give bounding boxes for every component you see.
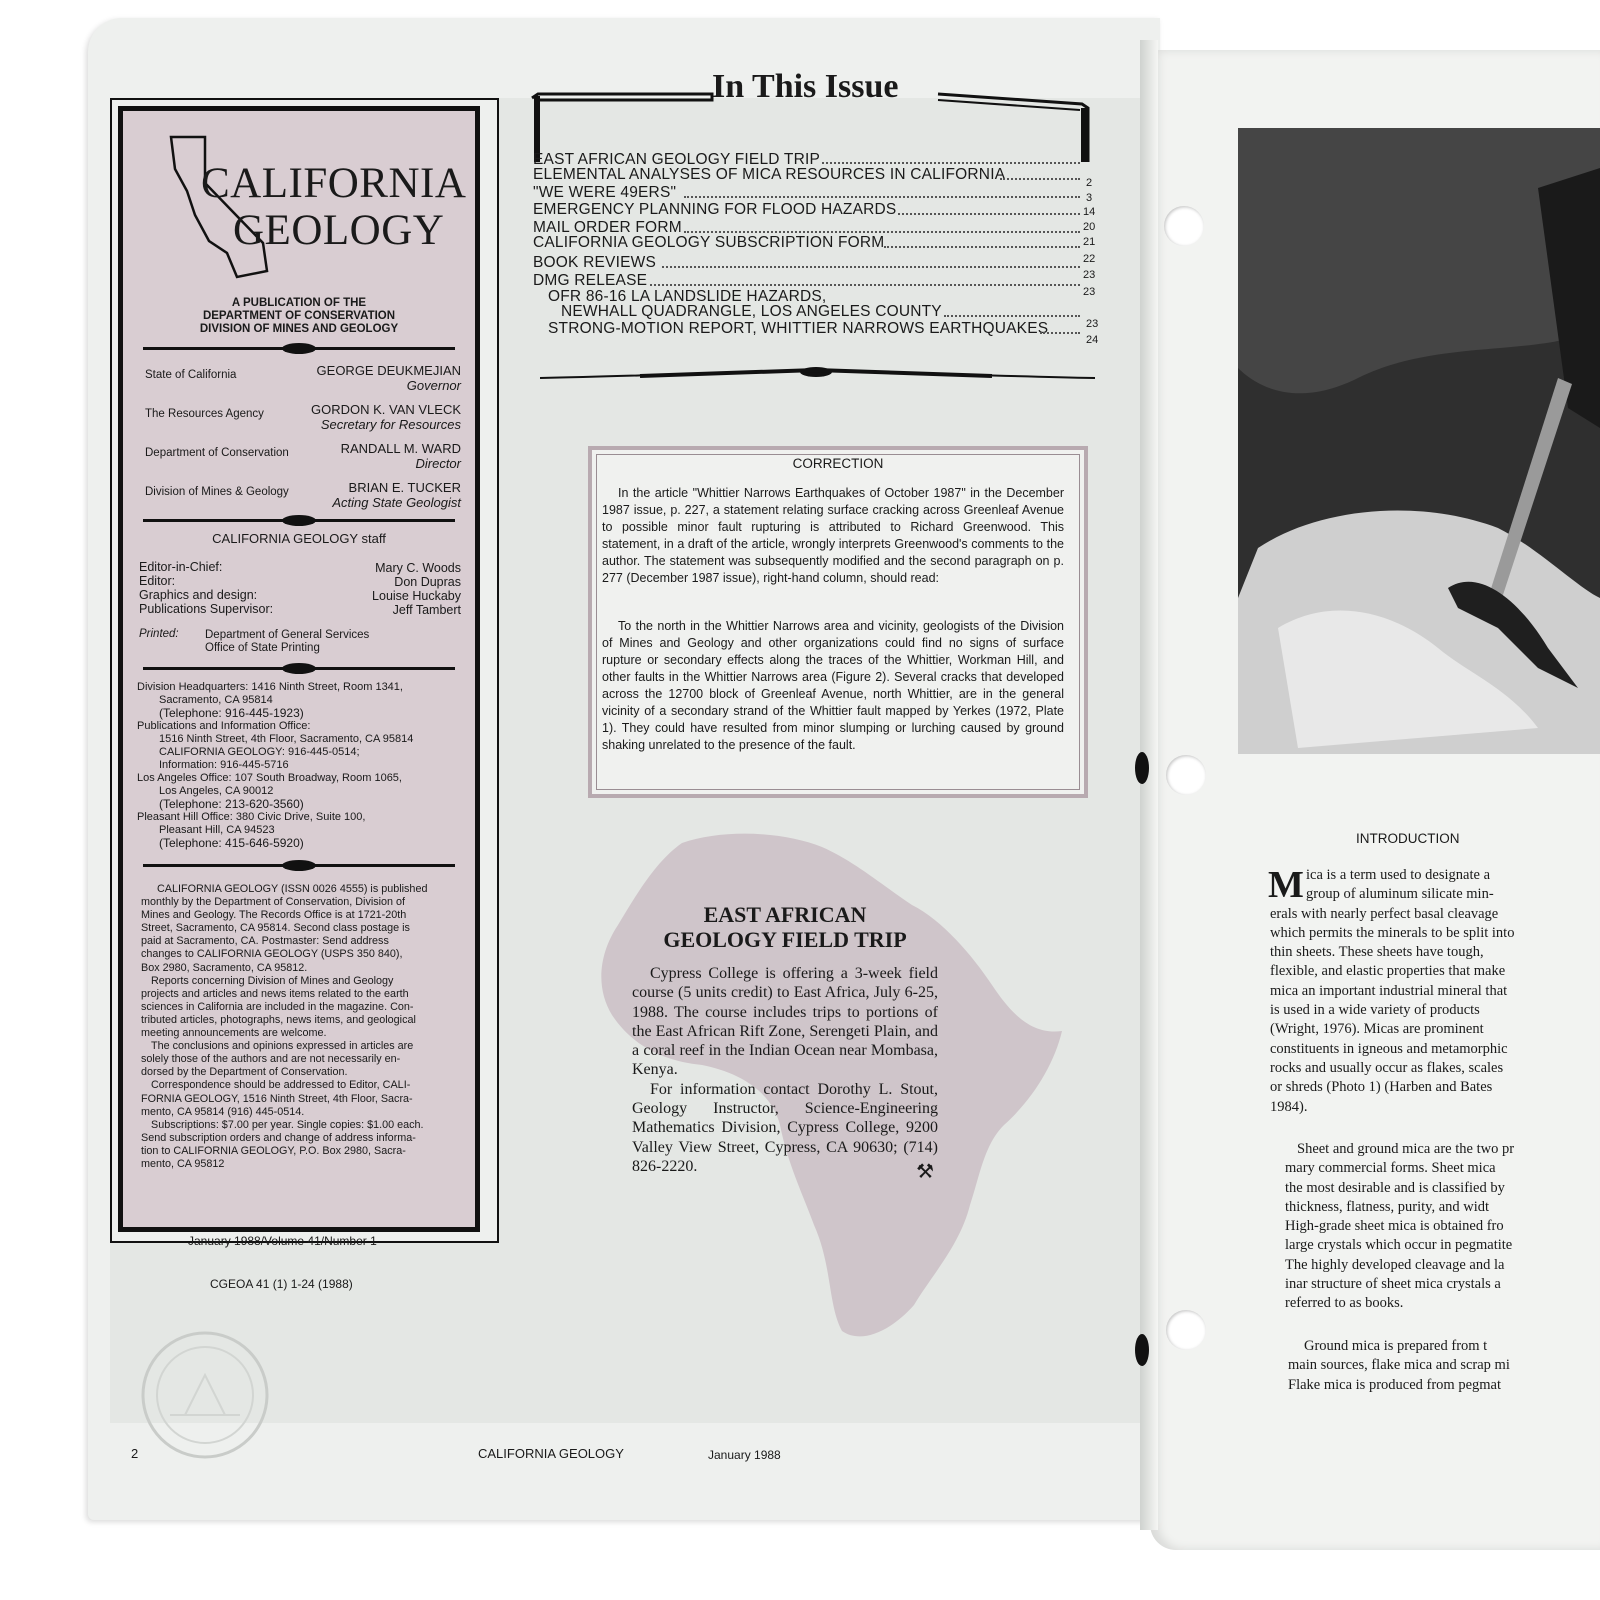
text-line: flexible, and elastic properties that make xyxy=(1270,963,1506,980)
toc-item-title: EAST AFRICAN GEOLOGY FIELD TRIP xyxy=(533,151,821,168)
text-line: mary commercial forms. Sheet mica xyxy=(1285,1160,1496,1177)
binder-hole xyxy=(1166,1310,1206,1350)
printed-line: Office of State Printing xyxy=(205,642,320,654)
toc-item-page: 23 xyxy=(1083,286,1096,298)
notice-line: Send subscription orders and change of address informa- xyxy=(141,1131,416,1144)
text-line: The highly developed cleavage and la xyxy=(1285,1256,1505,1273)
page-gutter xyxy=(1140,40,1158,1530)
office-line: Information: 916-445-5716 xyxy=(159,759,289,771)
correction-heading: CORRECTION xyxy=(792,456,884,471)
staff-name: Mary C. Woods xyxy=(375,561,461,575)
africa-paragraph: For information contact Dorothy L. Stout, Geology Instructor, Science-Engineering Mathematics Division, Cypress College, 9200 Valley View Street, Cypress, CA 90630; (714) 826-2220. xyxy=(632,1080,938,1175)
staff-name: Louise Huckaby xyxy=(372,589,461,603)
toc-heading: In This Issue xyxy=(712,68,899,105)
notice-line: solely those of the authors and are not necessarily en- xyxy=(141,1053,401,1066)
notice-line: paid at Sacramento, CA. Postmaster: Send address xyxy=(141,935,389,948)
notice-line: Mines and Geology. The Records Office is at 1721-20th xyxy=(141,909,407,922)
pick-hammer-icon: ⚒ xyxy=(916,1161,934,1184)
toc-leader xyxy=(1000,178,1080,180)
toc-item-page: 24 xyxy=(1086,334,1099,346)
text-line: referred to as books. xyxy=(1285,1295,1404,1312)
notice-line: Box 2980, Sacramento, CA 95812. xyxy=(141,961,308,974)
toc-leader xyxy=(944,315,1080,317)
toc-item-title: DMG RELEASE xyxy=(533,272,648,289)
official-name: GORDON K. VAN VLECK Secretary for Resources xyxy=(310,402,461,432)
toc-item-title: CALIFORNIA GEOLOGY SUBSCRIPTION FORM xyxy=(533,234,885,251)
text-line: ica is a term used to designate a xyxy=(1306,867,1491,883)
notice-line: Reports concerning Division of Mines and Geology xyxy=(151,974,394,987)
notice-line: monthly by the Department of Conservation, Division of xyxy=(141,896,406,909)
notice-line: tributed articles, photographs, news items, and geological xyxy=(141,1013,416,1026)
office-line: (Telephone: 916-445-1923) xyxy=(159,706,304,720)
text-line: High-grade sheet mica is obtained fro xyxy=(1285,1218,1504,1235)
toc-item-title: "WE WERE 49ERS" xyxy=(533,184,677,201)
official-org: Division of Mines & Geology xyxy=(145,486,289,498)
official-name: GEORGE DEUKMEJIAN Governor xyxy=(316,363,461,393)
intro-heading: INTRODUCTION xyxy=(1356,831,1460,846)
footer-publication: CALIFORNIA GEOLOGY xyxy=(478,1446,624,1461)
text-line: erals with nearly perfect basal cleavage xyxy=(1270,905,1499,922)
office-line: Pleasant Hill Office: 380 Civic Drive, Suite 100, xyxy=(137,811,366,823)
publication-of-line: DEPARTMENT OF CONSERVATION xyxy=(202,310,396,322)
page-number: 2 xyxy=(131,1446,139,1461)
toc-leader xyxy=(662,266,1080,268)
notice-line: FORNIA GEOLOGY, 1516 Ninth Street, 4th Floor, Sacra- xyxy=(141,1092,413,1105)
toc-bottom-rule xyxy=(540,366,1095,384)
text-line: thickness, flatness, purity, and widt xyxy=(1285,1198,1490,1215)
notice-line: CALIFORNIA GEOLOGY (ISSN 0026 4555) is published xyxy=(157,883,428,895)
mica-photo xyxy=(1238,128,1600,754)
toc-item-page: 22 xyxy=(1083,253,1096,265)
toc-leader xyxy=(884,246,1080,248)
staff-heading: CALIFORNIA GEOLOGY staff xyxy=(212,531,386,546)
official-org: State of California xyxy=(145,369,237,381)
official-name: RANDALL M. WARD Director xyxy=(340,441,461,471)
toc-item-title: STRONG-MOTION REPORT, WHITTIER NARROWS EARTHQUAKES xyxy=(548,320,1049,337)
staff-role: Graphics and design: xyxy=(139,588,258,602)
state-seal-watermark-icon xyxy=(130,1320,280,1470)
office-line: Pleasant Hill, CA 94523 xyxy=(159,824,275,836)
right-paragraph-3 xyxy=(1288,1337,1510,1395)
right-paragraph-1 xyxy=(1270,905,1514,1117)
africa-article xyxy=(632,902,938,1184)
toc-leader xyxy=(822,162,1080,164)
publication-notice xyxy=(141,883,463,1171)
toc-leader xyxy=(684,196,1080,198)
binder-hole xyxy=(1164,206,1204,246)
staff-role: Editor-in-Chief: xyxy=(139,560,223,574)
rock-hammer-photo-image xyxy=(1238,128,1600,754)
issue-code: CGEOA 41 (1) 1-24 (1988) xyxy=(210,1277,353,1291)
publication-of xyxy=(123,297,475,336)
text-line: mica an important industrial mineral that xyxy=(1270,982,1508,999)
toc-leader xyxy=(1040,332,1080,334)
notice-line: sciences in California are included in the magazine. Con- xyxy=(141,1000,414,1013)
masthead-title-line1: CALIFORNIA xyxy=(201,160,467,207)
toc-leader xyxy=(898,213,1080,215)
office-line: Los Angeles, CA 90012 xyxy=(159,785,274,797)
office-line: (Telephone: 415-646-5920) xyxy=(159,836,304,850)
notice-line: projects and articles and news items related to the earth xyxy=(141,987,409,1000)
notice-line: Correspondence should be addressed to Editor, CALI- xyxy=(151,1079,411,1092)
text-line: Ground mica is prepared from t xyxy=(1304,1338,1488,1354)
correction-paragraph: In the article "Whittier Narrows Earthquakes of October 1987" in the December 1987 issue, p. 227, a statement relating surface cracking across Greenleaf Avenue to possible minor fault rupturing is attributed to Richard Greenwood. This statement, in a draft of the article, wrongly interprets Greenwood's comments to the author. The statement was subsequently modified and the second paragraph on p. 277 (December 1987 issue), right-hand column, should read: xyxy=(602,486,1064,585)
text-line: Sheet and ground mica are the two pr xyxy=(1297,1141,1515,1157)
office-line: 1516 Ninth Street, 4th Floor, Sacramento, CA 95814 xyxy=(159,733,414,745)
text-line: (Wright, 1976). Micas are prominent xyxy=(1270,1021,1484,1038)
africa-title-line: GEOLOGY FIELD TRIP xyxy=(663,927,907,952)
right-paragraph-2 xyxy=(1285,1140,1514,1314)
text-line: rocks and usually occur as flakes, scales xyxy=(1270,1059,1504,1076)
toc-item-page: 23 xyxy=(1086,318,1099,330)
toc-item-page: 2 xyxy=(1086,177,1093,189)
issue-date: January 1988/Volume 41/Number 1 xyxy=(188,1234,377,1248)
printed-label: Printed: xyxy=(139,628,179,640)
binder-hole xyxy=(1166,755,1206,795)
text-line: is used in a wide variety of products xyxy=(1270,1002,1480,1019)
office-line: Division Headquarters: 1416 Ninth Street, Room 1341, xyxy=(137,681,403,693)
text-line: group of aluminum silicate min- xyxy=(1306,886,1494,903)
text-line: 1984). xyxy=(1270,1098,1308,1115)
correction-paragraph: To the north in the Whittier Narrows area and vicinity, geologists of the Division of Mines and Geology and other organizations could find no signs of surface rupture or secondary effects along the traces of the Whittier, Workman Hill, and other faults in the Whittier Narrows area (Figure 2). Several cracks that developed across the 12700 block of Greenleaf Avenue, north Whittier, are in the general vicinity of a secondary strand of the Whittier fault mapped by Yerkes (1972, Plate 1). They could have resulted from minor slumping or lurching caused by ground shaking unrelated to the presence of the fault. xyxy=(602,619,1064,752)
office-line: (Telephone: 213-620-3560) xyxy=(159,797,304,811)
toc-leader xyxy=(650,284,1080,286)
notice-line: mento, CA 95814 (916) 445-0514. xyxy=(141,1105,305,1118)
notice-line: mento, CA 95812 xyxy=(141,1157,225,1170)
notice-line: dorsed by the Department of Conservation. xyxy=(141,1066,348,1079)
toc-item-title: ELEMENTAL ANALYSES OF MICA RESOURCES IN CALIFORNIA xyxy=(533,166,1006,183)
official-org: Department of Conservation xyxy=(145,447,289,459)
office-addresses xyxy=(137,681,413,850)
notice-line: meeting announcements are welcome. xyxy=(141,1027,327,1040)
binder-hole-shadow xyxy=(1135,752,1149,784)
office-line: CALIFORNIA GEOLOGY: 916-445-0514; xyxy=(159,746,360,758)
staff-role: Publications Supervisor: xyxy=(139,602,274,616)
printed-line: Department of General Services xyxy=(205,629,370,641)
toc-item-title: BOOK REVIEWS xyxy=(533,254,656,271)
notice-line: Street, Sacramento, CA 95814. Second class postage is xyxy=(141,922,410,935)
office-line: Los Angeles Office: 107 South Broadway, Room 1065, xyxy=(137,772,402,784)
publication-of-line: DIVISION OF MINES AND GEOLOGY xyxy=(199,323,399,335)
toc-item-page: 23 xyxy=(1083,269,1096,281)
masthead-divider xyxy=(143,667,455,670)
right-paragraph-1-start xyxy=(1306,866,1494,905)
staff-name: Don Dupras xyxy=(394,575,461,589)
binder-hole-shadow xyxy=(1135,1334,1149,1366)
text-line: Flake mica is produced from pegmat xyxy=(1288,1376,1502,1393)
text-line: thin sheets. These sheets have tough, xyxy=(1270,944,1484,961)
official-org: The Resources Agency xyxy=(145,408,264,420)
text-line: or shreds (Photo 1) (Harben and Bates xyxy=(1270,1079,1493,1096)
footer-date: January 1988 xyxy=(708,1448,781,1462)
text-line: constituents in igneous and metamorphic xyxy=(1270,1040,1508,1057)
masthead-title-line2: GEOLOGY xyxy=(233,207,445,254)
toc-item-page: 21 xyxy=(1083,236,1096,248)
drop-cap: M xyxy=(1268,864,1304,906)
staff-role: Editor: xyxy=(139,574,176,588)
masthead-divider xyxy=(143,347,455,350)
africa-title-line: EAST AFRICAN xyxy=(703,902,867,927)
text-line: main sources, flake mica and scrap mi xyxy=(1288,1357,1510,1374)
notice-line: tion to CALIFORNIA GEOLOGY, P.O. Box 2980, Sacra- xyxy=(141,1144,406,1157)
publication-of-line: A PUBLICATION OF THE xyxy=(231,297,367,309)
toc-item-title: NEWHALL QUADRANGLE, LOS ANGELES COUNTY xyxy=(561,303,942,320)
toc-item-page: 14 xyxy=(1083,206,1096,218)
masthead-divider xyxy=(143,519,455,522)
text-line: inar structure of sheet mica crystals a xyxy=(1285,1276,1501,1293)
toc-item-title: OFR 86-16 LA LANDSLIDE HAZARDS, xyxy=(548,288,827,305)
masthead-divider xyxy=(143,864,455,867)
official-name: BRIAN E. TUCKER Acting State Geologist xyxy=(332,480,461,510)
notice-line: Subscriptions: $7.00 per year. Single copies: $1.00 each. xyxy=(151,1118,424,1131)
toc-item-title: MAIL ORDER FORM xyxy=(533,219,682,236)
toc-item-page: 3 xyxy=(1086,192,1093,204)
toc-leader xyxy=(684,231,1080,233)
text-line: large crystals which occur in pegmatite xyxy=(1285,1237,1513,1254)
notice-line: changes to CALIFORNIA GEOLOGY (USPS 350 840), xyxy=(141,948,403,961)
staff-name: Jeff Tambert xyxy=(392,603,461,617)
africa-article-title xyxy=(632,902,938,952)
office-line: Sacramento, CA 95814 xyxy=(159,694,273,706)
text-line: which permits the minerals to be split into xyxy=(1270,924,1515,941)
masthead xyxy=(118,106,480,1232)
office-line: Publications and Information Office: xyxy=(137,720,311,732)
notice-line: The conclusions and opinions expressed in articles are xyxy=(151,1040,414,1053)
africa-paragraph: Cypress College is offering a 3-week field course (5 units credit) to East Africa, July 6-25, 1988. The course includes trips to portions of the East African Rift Zone, Serengeti Plain, and a coral reef in the Indian Ocean near Mombasa, Kenya. xyxy=(632,965,938,1079)
text-line: the most desirable and is classified by xyxy=(1285,1179,1505,1196)
toc-item-page: 20 xyxy=(1083,221,1096,233)
correction-box xyxy=(588,446,1088,798)
toc-item-title: EMERGENCY PLANNING FOR FLOOD HAZARDS xyxy=(533,201,897,218)
